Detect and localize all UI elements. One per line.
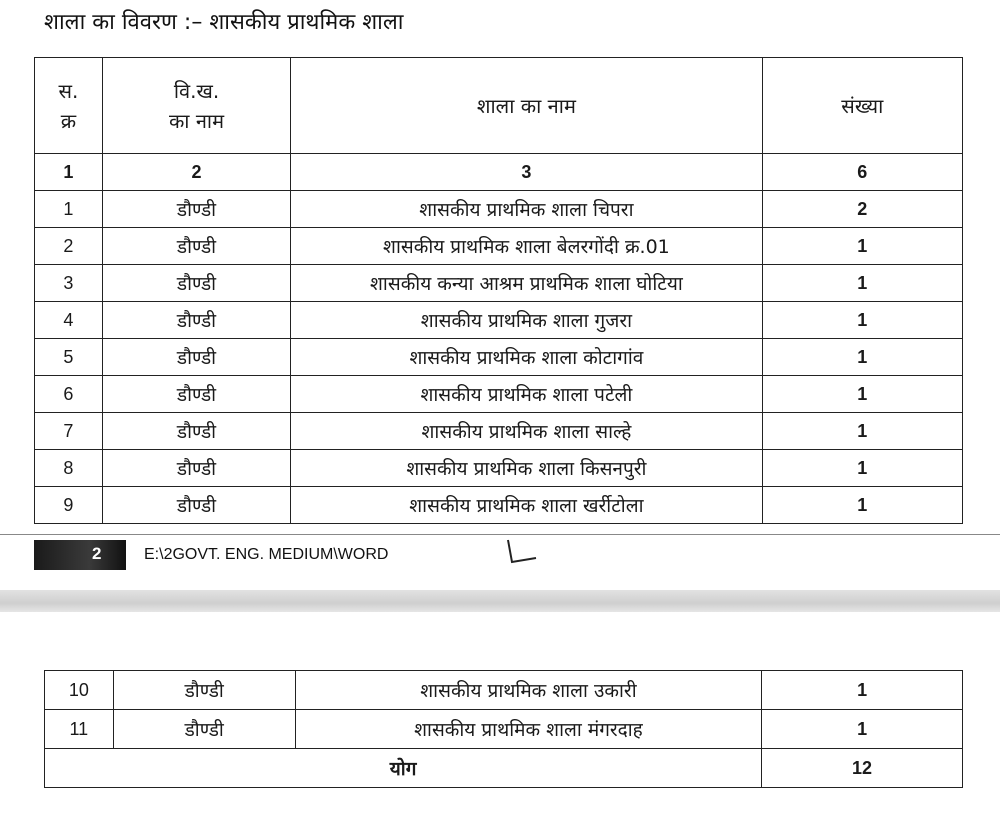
row-count: 1 xyxy=(762,710,963,749)
page-break-gap xyxy=(0,590,1000,612)
row-block-name: डौण्डी xyxy=(102,265,290,302)
row-serial: 8 xyxy=(35,450,103,487)
schools-table-page2 xyxy=(44,670,963,788)
row-serial: 6 xyxy=(35,376,103,413)
header-serial-line1: स. xyxy=(58,78,79,103)
table-row xyxy=(35,228,963,265)
row-count: 1 xyxy=(762,302,962,339)
handwritten-tick-mark xyxy=(500,538,540,568)
column-number-row xyxy=(35,154,963,191)
column-number: 6 xyxy=(762,154,962,191)
column-number: 3 xyxy=(291,154,762,191)
row-serial: 10 xyxy=(45,671,114,710)
header-block-line2: का नाम xyxy=(168,108,225,133)
row-block-name: डौण्डी xyxy=(102,376,290,413)
table-row xyxy=(35,413,963,450)
table-row xyxy=(35,450,963,487)
row-block-name: डौण्डी xyxy=(102,339,290,376)
header-count: संख्या xyxy=(762,58,962,154)
page-divider-line xyxy=(0,534,1000,535)
row-school-name: शासकीय प्राथमिक शाला बेलरगोंदी क्र.01 xyxy=(291,228,762,265)
total-label: योग xyxy=(45,749,762,788)
table-header-row xyxy=(35,58,963,154)
row-serial: 1 xyxy=(35,191,103,228)
table-row xyxy=(35,339,963,376)
row-count: 1 xyxy=(762,376,962,413)
row-count: 1 xyxy=(762,265,962,302)
row-serial: 5 xyxy=(35,339,103,376)
row-serial: 3 xyxy=(35,265,103,302)
header-serial-line2: क्र xyxy=(60,108,77,133)
row-serial: 9 xyxy=(35,487,103,524)
table-row xyxy=(35,376,963,413)
row-block-name: डौण्डी xyxy=(113,671,295,710)
row-school-name: शासकीय प्राथमिक शाला उकारी xyxy=(295,671,761,710)
row-school-name: शासकीय प्राथमिक शाला पटेली xyxy=(291,376,762,413)
row-school-name: शासकीय प्राथमिक शाला साल्हे xyxy=(291,413,762,450)
row-school-name: शासकीय प्राथमिक शाला कोटागांव xyxy=(291,339,762,376)
row-count: 1 xyxy=(762,450,962,487)
table-body-page1 xyxy=(35,191,963,524)
row-serial: 7 xyxy=(35,413,103,450)
row-count: 2 xyxy=(762,191,962,228)
row-school-name: शासकीय प्राथमिक शाला खर्रीटोला xyxy=(291,487,762,524)
row-block-name: डौण्डी xyxy=(102,450,290,487)
page-footer xyxy=(34,540,934,570)
page-number-badge xyxy=(34,540,126,570)
table-body-page2 xyxy=(45,671,963,749)
row-school-name: शासकीय प्राथमिक शाला किसनपुरी xyxy=(291,450,762,487)
row-block-name: डौण्डी xyxy=(113,710,295,749)
row-serial: 2 xyxy=(35,228,103,265)
row-count: 1 xyxy=(762,339,962,376)
row-count: 1 xyxy=(762,671,963,710)
row-block-name: डौण्डी xyxy=(102,191,290,228)
column-number: 2 xyxy=(102,154,290,191)
row-serial: 11 xyxy=(45,710,114,749)
total-value: 12 xyxy=(762,749,963,788)
table-row xyxy=(35,302,963,339)
table-row xyxy=(35,487,963,524)
page-number: 2 xyxy=(92,544,102,563)
row-school-name: शासकीय प्राथमिक शाला मंगरदाह xyxy=(295,710,761,749)
header-serial xyxy=(35,58,103,154)
header-school-name: शाला का नाम xyxy=(291,58,762,154)
table-row xyxy=(45,671,963,710)
header-block-line1: वि.ख. xyxy=(173,78,220,103)
schools-table-page1 xyxy=(34,57,963,524)
row-count: 1 xyxy=(762,228,962,265)
row-block-name: डौण्डी xyxy=(102,413,290,450)
row-count: 1 xyxy=(762,413,962,450)
file-path: E:\2GOVT. ENG. MEDIUM\WORD xyxy=(144,546,389,563)
row-block-name: डौण्डी xyxy=(102,302,290,339)
row-school-name: शासकीय प्राथमिक शाला गुजरा xyxy=(291,302,762,339)
total-row xyxy=(45,749,963,788)
row-block-name: डौण्डी xyxy=(102,228,290,265)
page-heading: शाला का विवरण :– शासकीय प्राथमिक शाला xyxy=(44,10,404,35)
row-count: 1 xyxy=(762,487,962,524)
column-number: 1 xyxy=(35,154,103,191)
row-school-name: शासकीय प्राथमिक शाला चिपरा xyxy=(291,191,762,228)
table-row xyxy=(45,710,963,749)
row-serial: 4 xyxy=(35,302,103,339)
row-school-name: शासकीय कन्या आश्रम प्राथमिक शाला घोटिया xyxy=(291,265,762,302)
table-row xyxy=(35,265,963,302)
table-row xyxy=(35,191,963,228)
header-block xyxy=(102,58,290,154)
row-block-name: डौण्डी xyxy=(102,487,290,524)
